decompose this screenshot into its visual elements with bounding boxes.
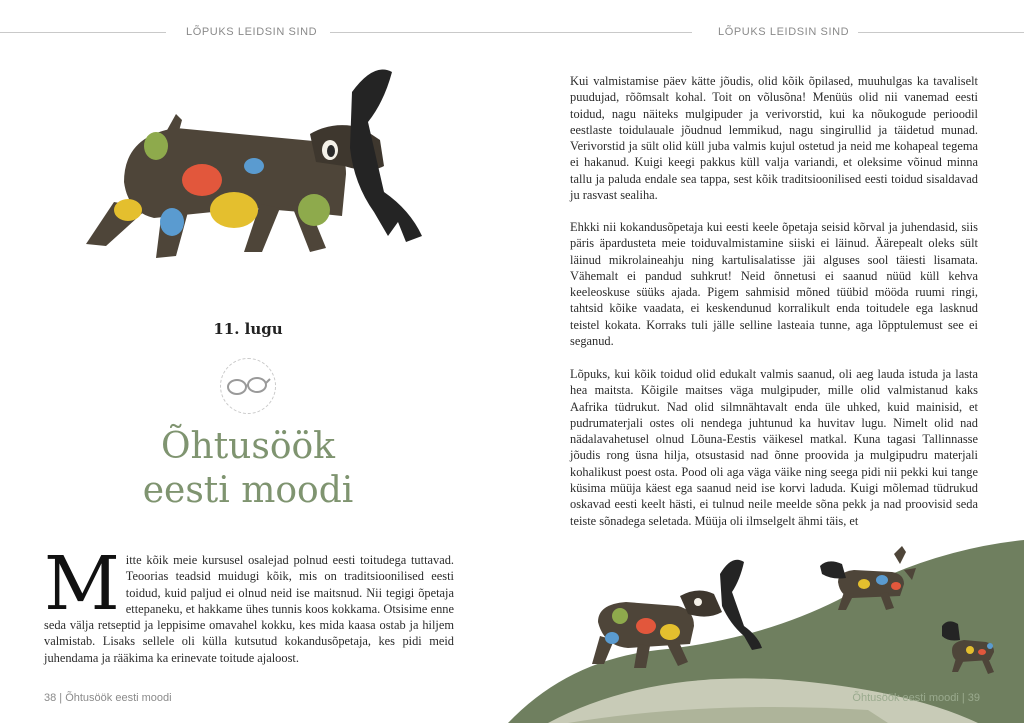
page-title (0, 425, 496, 513)
body-paragraph-2: Ehkki nii kokandusõpetaja kui eesti keele õpetaja seisid kõrval ja juhendasid, siis päris äpardusteta meie toiduvalmistamine siiski ei läinud. Äärepealt oleks sült läinud mikrolaineahju ning kartulisalatisse jäi alguses sool täiesti lisamata. Vähemalt ei pandud suhkrut! Neid õnnetusi ei saanud nüüd küll kehva keeleoskuse süüks ajada. Pigem sahmisid mõned tüübid mööda ruumi ringi, tahtsid kõike vaadata, ei keskendunud korralikult enda toitudele ega lasknud teistel kokata. Korraks tuli jälle selline lasteaia tunne, aga lõpptulemust see ei seganud. (570, 220, 978, 349)
header-rule-left-a (0, 32, 166, 33)
header-rule-right (858, 32, 1024, 33)
header-title-left: LÕPUKS LEIDSIN SIND (186, 26, 318, 38)
glasses-badge (220, 358, 276, 414)
body-paragraph-1: Kui valmistamise päev kätte jõudis, olid kõik õpilased, muuhulgas ka tavaliselt puudujad, rõõmsalt kohal. Toit on võlusõna! Menüüs olid nii vanemad eesti toidud, nagu näiteks mulgipuder ja verivorstid, kui ka nõukogude perioodil eestlaste toidulauale jõudnud lemmikud, nagu singirullid ja täidetud munad. Verivorstid ja sült olid küll juba valmis kujul ostetud ja neid me kohapeal tegema ei hakanud. Kuigi keegi pakkus küll valja variandi, et oleksime võinud minna tallu ja paluda endale sea tappa, sest kõik traditsioonilised eesti toidud sisaldavad ju rasvast sealiha. (570, 74, 978, 203)
drop-cap: M (44, 541, 120, 627)
story-number: 11. lugu (213, 320, 283, 338)
dog-illustration-icon (84, 62, 430, 258)
folio-left: 38 | Õhtusöök eesti moodi (44, 692, 172, 704)
folio-right: Õhtusöök eesti moodi | 39 (852, 692, 980, 704)
intro-text: itte kõik meie kursusel osalejad polnud eesti toitudega tuttavad. Teoorias teadsid muidugi kõik, mis on traditsioonilised eesti toidud, kuid paljud ei olnud neid ise maitsnud. Nii tegigi õpetaja ettepaneku, et hakkame ühes tunnis koos kokkama. Otsisime enne seda välja retseptid ja leppisime omavahel kokku, kes mida kaasa ostab ja hiljem valmistab. Lisaks sellele oli külla kutsutud kokandusõpetaja, kes pidi meid juhendama ja rääkima ka erinevate toitude ajaloost. (44, 553, 454, 665)
header-rule-left-b (330, 32, 692, 33)
title-line-1: Õhtusöök (161, 426, 335, 467)
glasses-icon (225, 375, 271, 397)
title-line-2: eesti moodi (142, 470, 354, 511)
body-paragraph-3: Lõpuks, kui kõik toidud olid edukalt valmis saanud, oli aeg lauda istuda ja lasta hea maitsta. Kõigile maitses väga mulgipuder, mille olid valmistanud kaks Aafrika tüdrukut. Nad olid silmnähtavalt enda üle uhked, kuid mainisid, et pudrumaterjali ostes oli nendega juhtunud ka huvitav lugu. Nimelt olid nad nädalavahetusel olnud Lõuna-Eestis väikesel matkal. Kuna tagasi Tallinnasse jõudis rong üsna hilja, otsustasid nad õnne proovida ja mulgipudru materjali kohalikust poest osta. Pood oli aga väga väike ning seega pidi nii pekki kui tange küsima müüja käest ega saanud neid ise korvi laduda. Kuigi mõlemad tüdrukud oskavad eesti keelt hästi, ei tulnud neile meelde sõna pekk ja nad proovisid seda teiste sõnadega seletada. Müüja oli ilmselgelt ähmi täis, et (570, 367, 978, 528)
intro-paragraph (44, 541, 454, 666)
header-title-right: LÕPUKS LEIDSIN SIND (718, 26, 850, 38)
